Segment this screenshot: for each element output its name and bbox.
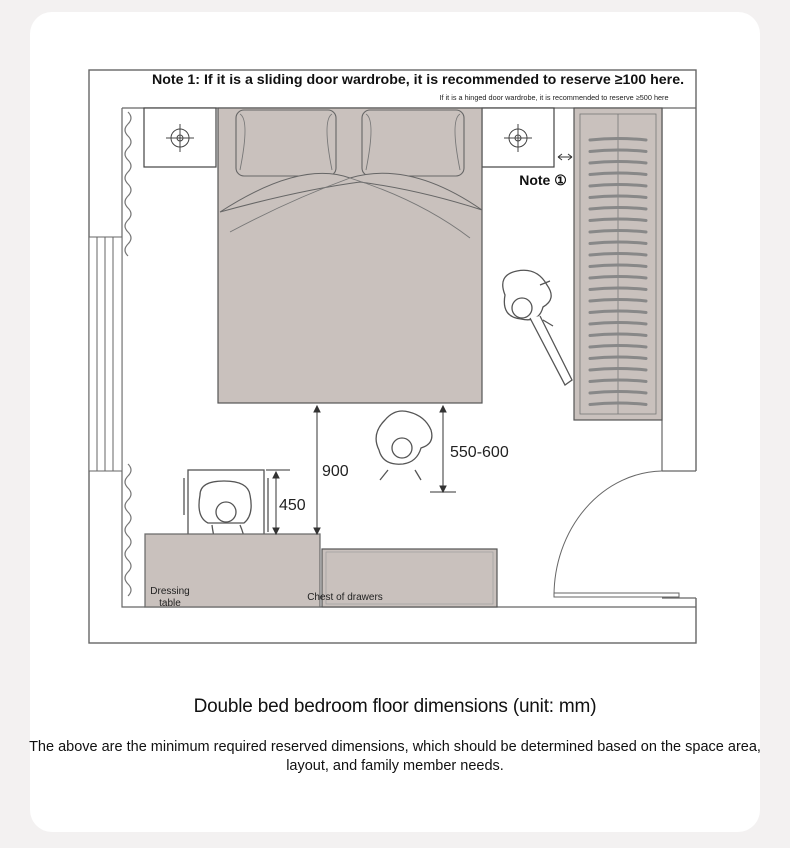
dimension-gap-label: 550-600 [450,444,509,461]
hanger [590,208,646,210]
door-swing-arc [554,471,662,596]
hanger [590,162,646,164]
hanger [590,357,646,359]
hanger [590,196,646,198]
hanger [590,265,646,267]
caption-line-1: The above are the minimum required reserved dimensions, which should be determined based on the space area, [29,739,761,755]
hanger [590,311,646,313]
hanger [590,346,646,348]
chest-label: Chest of drawers [307,592,383,603]
dimension-aisle-line [314,406,320,534]
hanger [590,231,646,233]
double-bed [218,108,482,403]
window [89,237,122,471]
curtain-top [125,112,131,256]
curtain-bottom [125,464,131,596]
gap-arrow [558,154,572,160]
hanger [590,277,646,279]
person-walking [376,411,432,480]
hanger [590,300,646,302]
hanger [590,380,646,382]
note-hinged: If it is a hinged door wardrobe, it is recommended to reserve ≥500 here [439,93,669,102]
hanger [590,288,646,290]
dimension-aisle-label: 900 [322,463,349,480]
pillow-left [236,110,336,176]
door-opening [662,471,698,598]
hanger [590,323,646,325]
hanger [590,173,646,175]
caption-body [0,738,790,776]
wardrobe [574,108,662,420]
hanger [590,219,646,221]
hanger [590,334,646,336]
hanger [590,392,646,394]
note-marker: Note ① [519,172,567,188]
hanger [590,254,646,256]
dimension-stool-label: 450 [279,497,306,514]
caption-title: Double bed bedroom floor dimensions (unit: mm) [193,696,597,717]
hanger [590,403,646,405]
nightstand-right [482,108,554,167]
nightstand-left [144,108,216,167]
hanger [590,185,646,187]
pillow-right [362,110,464,176]
hanger [590,139,646,141]
caption-line-2: layout, and family member needs. [286,758,504,774]
hanger [590,369,646,371]
dressing-table-label-1: Dressing [150,586,190,597]
person-at-wardrobe [503,270,572,385]
door-leaf [554,593,679,597]
hanger [590,150,646,152]
hanger [590,242,646,244]
dressing-table-label-2: table [159,598,181,609]
note-sliding: Note 1: If it is a sliding door wardrobe, it is recommended to reserve ≥100 here. [151,72,685,88]
